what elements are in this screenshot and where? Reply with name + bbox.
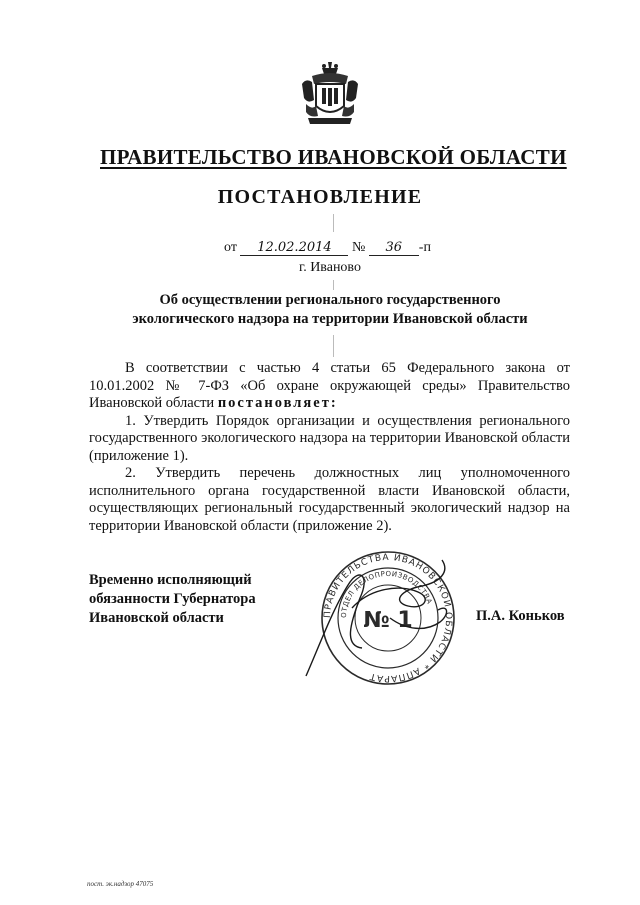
document-body [89,360,570,535]
stamp-number: № 1 [363,608,413,633]
position-line: Ивановской области [89,610,224,626]
official-seal-stamp [300,548,475,688]
city-label: г. Иваново [299,260,361,275]
registration-line [224,240,431,256]
body-paragraph-item-1: 1. Утвердить Порядок организации и осуществления регионального государственного экологического надзора на территории Ивановской области (приложение 1). [89,412,570,464]
handwritten-date: 12.02.2014 [240,240,348,256]
decides-keyword: постановляет: [217,395,338,411]
position-line: обязанности Губернатора [89,591,256,607]
signatory-name: П.А. Коньков [476,608,565,624]
signatory-position [89,571,256,628]
margin-guide-mark [333,280,334,290]
stamp-inner-text: ОТДЕЛ ДЕЛОПРОИЗВОДСТВА [339,569,434,619]
body-paragraph-item-2: 2. Утвердить перечень должностных лиц уполномоченного исполнительного органа государственной власти Ивановской области, осуществляющих региональный государственный экологический надзор на территории Ивановской области (приложение 2). [89,465,570,534]
number-prefix: № [351,240,366,255]
position-line: Временно исполняющий [89,572,252,588]
margin-guide-mark [333,335,334,357]
date-prefix: от [224,240,237,255]
document-type-heading: ПОСТАНОВЛЕНИЕ [217,186,423,208]
intro-text: В соответствии с частью 4 статьи 65 Федерального закона от 10.01.2002 № 7-ФЗ «Об охране окружающей среды» Правительство Ивановской области [89,360,570,411]
subject-line: экологического надзора на территории Ивановской области [132,311,528,327]
government-title: ПРАВИТЕЛЬСТВО ИВАНОВСКОЙ ОБЛАСТИ [100,145,567,169]
stamp-outer-text: ПРАВИТЕЛЬСТВА ИВАНОВСКОЙ ОБЛАСТИ * АППАРАТ [322,552,454,684]
number-suffix: -п [418,240,431,255]
body-paragraph-intro [89,360,570,413]
footer-document-code: пост. эк.надзор 47075 [87,880,154,888]
margin-guide-mark [333,214,334,232]
coat-of-arms-emblem [298,60,362,126]
document-subject [100,291,560,329]
handwritten-number: 36 [369,240,419,256]
subject-line: Об осуществлении регионального государственного [159,292,501,308]
